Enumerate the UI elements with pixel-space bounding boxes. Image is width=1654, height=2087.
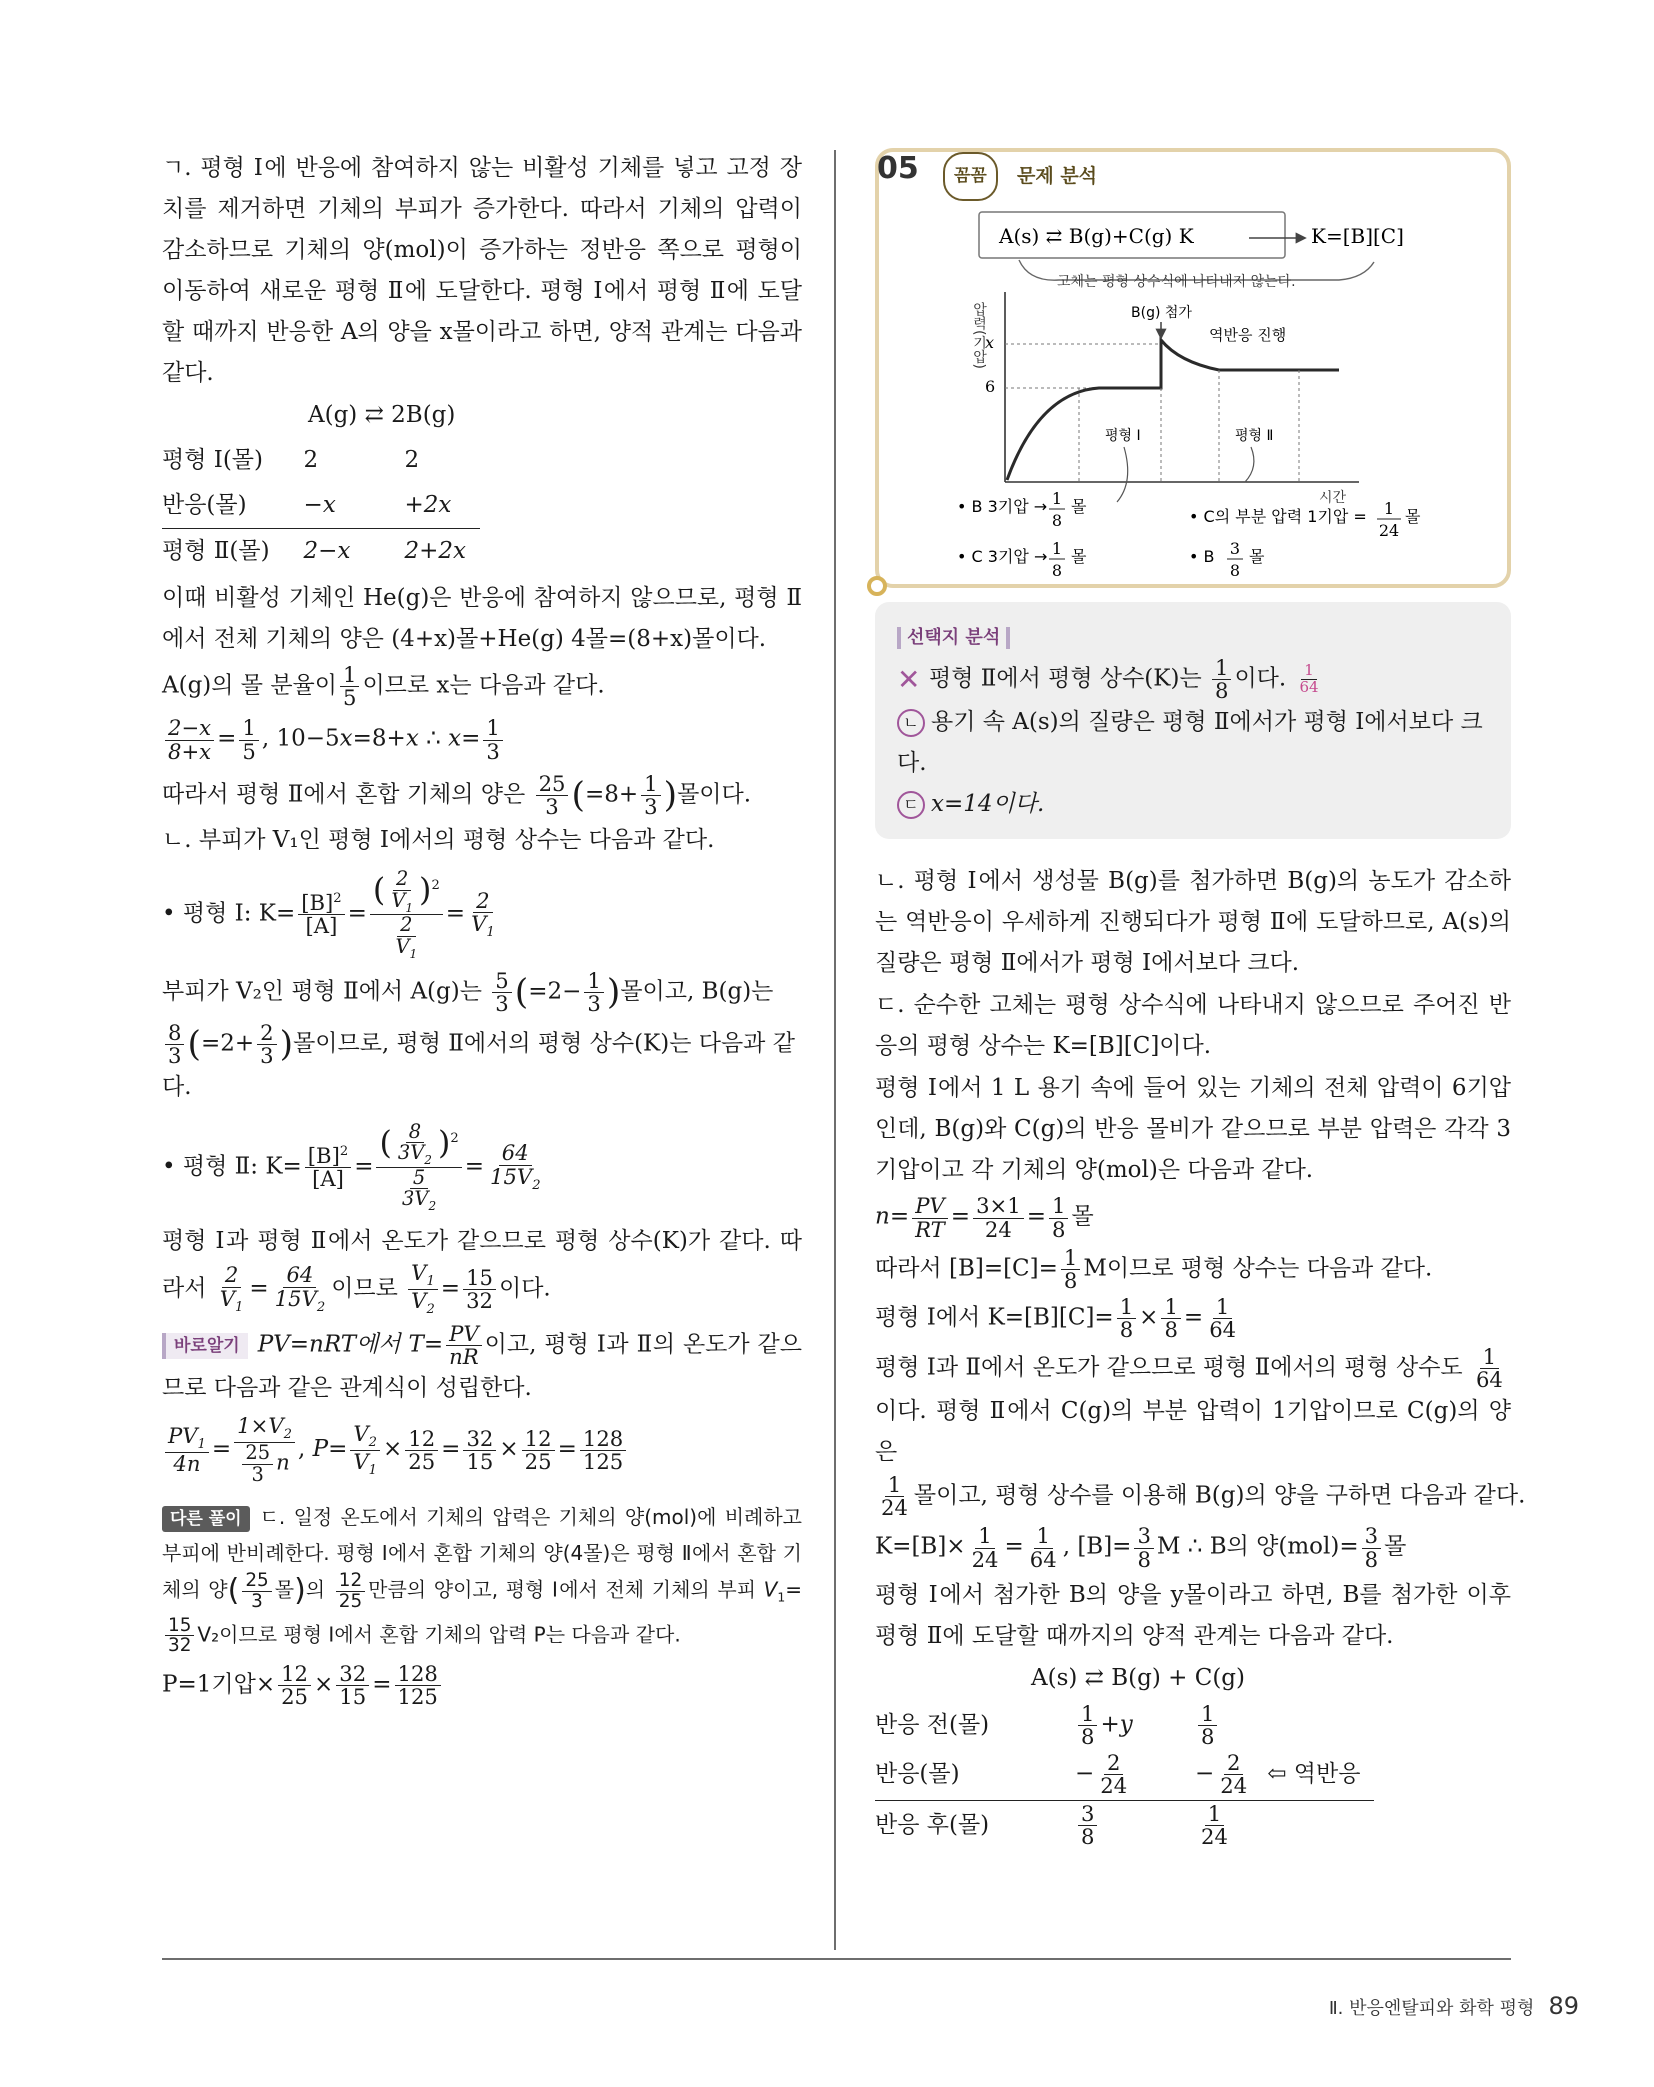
c2-unit: 몰 bbox=[1405, 507, 1421, 526]
c2-den: 24 bbox=[1378, 521, 1400, 540]
eq1-pointer bbox=[1117, 447, 1128, 502]
pressure-curve bbox=[1007, 340, 1339, 480]
dareun-puri-paragraph: 다른 풀이 ㄷ. 일정 온도에서 기체의 압력은 기체의 양(mol)에 비례하고 부피에 반비례한다. 평형 Ⅰ에서 혼합 기체의 양(4몰)은 평형 Ⅱ에서 혼합 기체의 양( $\frac{25}{3}$ 몰)의 $\frac{12}{25}$ 만큼의 양이고, 평형 Ⅰ에서 전체 기체의 부피 $V_1=$ $\frac{15}{32}$ V₂이므로 평형 Ⅰ에서 혼합 기체의 압력 P는 다음과 같다. bbox=[162, 1505, 803, 1656]
tick-x: x bbox=[985, 333, 995, 352]
bottom-rule bbox=[162, 1958, 1511, 1960]
k-expression: K=[B][C] bbox=[1311, 224, 1404, 248]
k-eq1-line: 평형 Ⅰ에서 K=[B][C]= $\frac{1}{8}$ × $\frac{1}{8}$ = $\frac{1}{64}$ bbox=[875, 1294, 1237, 1343]
paragraph-he: 이때 비활성 기체인 He(g)은 반응에 참여하지 않으므로, 평형 Ⅱ에서 전체 기체의 양은 (4+x)몰+He(g) 4몰=(8+x)몰이다. bbox=[162, 585, 802, 652]
paragraph-c-amount: 이다. 평형 Ⅱ에서 C(g)의 부분 압력이 1기압이므로 C(g)의 양은 bbox=[875, 1398, 1511, 1466]
pressure-time-diagram bbox=[879, 152, 1509, 592]
equation-a-bc: A(s) ⇄ B(g) + C(g) bbox=[1031, 1664, 1245, 1691]
tick-6: 6 bbox=[985, 377, 996, 396]
equation-a-2b: A(g) ⇄ 2B(g) bbox=[308, 402, 456, 428]
c1-num: 1 bbox=[1051, 539, 1063, 558]
c1-den: 8 bbox=[1051, 561, 1063, 580]
paragraph-y: 평형 Ⅰ에서 첨가한 B의 양을 y몰이라고 하면, B를 첨가한 이후 평형 Ⅱ에 도달할 때까지의 양적 관계는 다음과 같다. bbox=[875, 1581, 1511, 1649]
eq2-label: 평형 Ⅱ bbox=[1235, 428, 1274, 444]
b2-unit: 몰 bbox=[1249, 547, 1265, 566]
problem-analysis-box bbox=[875, 148, 1511, 588]
c2-note: • C의 부분 압력 1기압 = bbox=[1189, 507, 1367, 526]
baro-algi-paragraph: 바로알기 PV=nRT에서 T= $\frac{PV}{nR}$ 이고, 평형 Ⅰ과 Ⅱ의 온도가 같으므로 다음과 같은 관계식이 성립한다. bbox=[162, 1320, 802, 1402]
n-calculation: n= $\frac{PV}{RT}$ = $\frac{3\times 1}{24}$ = $\frac{1}{8}$ 몰 bbox=[875, 1193, 1094, 1242]
b2-den: 8 bbox=[1229, 561, 1241, 580]
concentration-line: 따라서 [B]=[C]= $\frac{1}{8}$ M이므로 평형 상수는 다음과 같다. bbox=[875, 1244, 1433, 1294]
kkomkkom-badge: 꼼꼼 bbox=[943, 152, 998, 201]
section-title: Ⅱ. 반응엔탈피와 화학 평형 bbox=[1328, 1998, 1535, 2019]
b1-den: 8 bbox=[1051, 511, 1063, 530]
right-column bbox=[875, 148, 1526, 1854]
k-eq2-line: 평형 Ⅰ과 Ⅱ에서 온도가 같으므로 평형 Ⅱ에서의 평형 상수도 $\frac{1}{64}$ bbox=[875, 1343, 1503, 1392]
baro-algi-tag: 바로알기 bbox=[162, 1333, 248, 1359]
wrong-mark-icon: ✕ bbox=[897, 662, 921, 696]
dareun-puri-tag: 다른 풀이 bbox=[162, 1506, 250, 1532]
x-derivation: $\frac{2-x}{8+x}$ = $\frac{1}{5}$ , 10−5x=8+x ∴ x= $\frac{1}{3}$ bbox=[162, 717, 802, 762]
quantity-table-left: 평형 Ⅰ(몰) 2 2 반응(몰) −x +2x 평형 Ⅱ(몰) 2−x 2+2x bbox=[162, 438, 480, 574]
reverse-reaction-label: ⇦ 역반응 bbox=[1267, 1761, 1361, 1788]
option-analysis-box bbox=[875, 602, 1511, 839]
quantity-table-right: 반응 전(몰) $\frac{1}{8}$ +y $\frac{1}{8}$ 반응(몰) − $\frac{2}{24}$ − $\frac{2}{24}$ ⇦ 역반응 반응 후(몰) $\frac{3}{8}$ $\frac{1}{24}$ bbox=[875, 1701, 1374, 1850]
solid-note: 고체는 평형 상수식에 나타내지 않는다. bbox=[1057, 274, 1296, 290]
correct-mark-icon: ㄴ bbox=[897, 709, 925, 737]
correct-mark-icon: ㄷ bbox=[897, 791, 925, 819]
total-amount-line: 따라서 평형 Ⅱ에서 혼합 기체의 양은 $\frac{25}{3}$ (=8+ $\frac{1}{3}$ )몰이다. bbox=[162, 770, 752, 820]
option-analysis-title: 선택지 분석 bbox=[897, 627, 1010, 649]
eq1-label: 평형 Ⅰ bbox=[1105, 428, 1141, 444]
option-nieun: ㄴ 용기 속 A(s)의 질량은 평형 Ⅱ에서가 평형 Ⅰ에서보다 크다. bbox=[897, 709, 1483, 777]
box-dot bbox=[867, 576, 887, 596]
paragraph-nieun: ㄴ. 평형 Ⅰ에서 생성물 B(g)를 첨가하면 B(g)의 농도가 감소하는 역반응이 우세하게 진행되다가 평형 Ⅱ에 도달하므로, A(s)의 질량은 평형 Ⅱ에서가 평형 Ⅰ에서보다 크다. bbox=[875, 868, 1511, 977]
x-axis-label: 시간 bbox=[1319, 490, 1347, 506]
b1-num: 1 bbox=[1051, 489, 1063, 508]
mole-fraction-line: A(g)의 몰 분율이 $\frac{1}{5}$ 이므로 x는 다음과 같다. bbox=[162, 662, 605, 711]
reverse-label: 역반응 진행 bbox=[1209, 326, 1287, 344]
column-divider bbox=[834, 150, 836, 1950]
eq2-pointer bbox=[1245, 447, 1254, 482]
final-pressure: P=1기압× $\frac{12}{25}$ × $\frac{32}{15}$ = $\frac{128}{125}$ bbox=[162, 1663, 802, 1708]
b2-num: 3 bbox=[1229, 539, 1241, 558]
paragraph-partial-pressure: 평형 Ⅰ에서 1 L 용기 속에 들어 있는 기체의 전체 압력이 6기압인데, B(g)와 C(g)의 반응 몰비가 같으므로 부분 압력은 각각 3기압이고 각 기체의 양(mol)은 다음과 같다. bbox=[875, 1075, 1511, 1184]
c1-note: • C 3기압 → bbox=[957, 547, 1048, 566]
y-axis-label: 압력(기압) bbox=[971, 302, 987, 369]
b2-note: • B bbox=[1189, 547, 1215, 566]
paragraph-giyeok: ㄱ. 평형 Ⅰ에 반응에 참여하지 않는 비활성 기체를 넣고 고정 장치를 제거하면 기체의 부피가 증가한다. 따라서 기체의 압력이 감소하므로 기체의 양(mol)이 증가하는 정반응 쪽으로 평형이 이동하여 새로운 평형 Ⅱ에 도달한다. 평형 Ⅰ에서 평형 Ⅱ에 도달할 때까지 반응한 A의 양을 x몰이라고 하면, 양적 관계는 다음과 같다. bbox=[162, 155, 802, 386]
left-column bbox=[162, 148, 802, 1709]
b1-unit: 몰 bbox=[1071, 497, 1087, 516]
paragraph-same-k: 평형 Ⅰ과 평형 Ⅱ에서 온도가 같으므로 평형 상수(K)가 같다. 따라서 $\frac{2}{V_1}$ = $\frac{64}{15V_2}$ 이므로 $\frac{V_1}{V_2}$ = $\frac{15}{32}$ 이다. bbox=[162, 1227, 802, 1318]
b-amount-line: K=[B]× $\frac{1}{24}$ = $\frac{1}{64}$ , [B]= $\frac{3}{8}$ M ∴ B의 양(mol)= $\frac{3}{8}$ 몰 bbox=[875, 1523, 1407, 1572]
v2-amount-line: 부피가 V₂인 평형 Ⅱ에서 A(g)는 $\frac{5}{3}$ (=2− $\frac{1}{3}$ )몰이고, B(g)는 bbox=[162, 968, 774, 1017]
pressure-relation: $\frac{PV_1}{4n}$ = $1\times V_2$ $\frac{25}{3}$ n , P= $\frac{V_2}{V_1}$ × $\frac{12}{25}$ = $\frac{32}{15}$ × $\frac{12}{25}$ = $\frac{128}{125}$ bbox=[162, 1415, 802, 1485]
k1-expression: • 평형 Ⅰ: K= $\frac{[B]^2}{[A]}$ = ( $\frac{2}{V_1}$ )$^2$ $\frac{2}{V_1}$ = $\frac{2}{V_1}$ bbox=[162, 867, 495, 961]
analysis-title: 문제 분석 bbox=[1017, 165, 1098, 187]
k2-expression: • 평형 Ⅱ: K= $\frac{[B]^2}{[A]}$ = ( $\frac{8}{3V_2}$ )$^2$ $\frac{5}{3V_2}$ = $\frac{64}{15V_2}$ bbox=[162, 1120, 541, 1214]
b1-note: • B 3기압 → bbox=[957, 497, 1048, 516]
option-digeut: ㄷ x=14이다. bbox=[897, 784, 1489, 825]
c2-num: 1 bbox=[1383, 499, 1395, 518]
page-number: 89 bbox=[1548, 1992, 1579, 2020]
c-amount-line: $\frac{1}{24}$ 몰이고, 평형 상수를 이용해 B(g)의 양을 구하면 다음과 같다. bbox=[881, 1472, 1526, 1521]
v2-amount-line-2: $\frac{8}{3}$ (=2+ $\frac{2}{3}$ )몰이므로, 평형 Ⅱ에서의 평형 상수(K)는 다음과 같다. bbox=[162, 1019, 795, 1100]
option-giyeok: ✕ 평형 Ⅱ에서 평형 상수(K)는 $\frac{1}{8}$ 이다. $\frac{1}{64}$ bbox=[897, 655, 1319, 704]
c1-unit: 몰 bbox=[1071, 547, 1087, 566]
question-number: 05 bbox=[877, 151, 919, 186]
page-footer bbox=[1329, 1992, 1579, 2020]
paragraph-digeut: ㄷ. 순수한 고체는 평형 상수식에 나타내지 않으므로 주어진 반응의 평형 상수는 K=[B][C]이다. bbox=[875, 992, 1511, 1060]
paragraph-nieun-v1: ㄴ. 부피가 V₁인 평형 Ⅰ에서의 평형 상수는 다음과 같다. bbox=[162, 827, 715, 854]
equation-text: A(s) ⇄ B(g)+C(g) K bbox=[999, 224, 1194, 248]
b-added-label: B(g) 첨가 bbox=[1131, 305, 1192, 321]
